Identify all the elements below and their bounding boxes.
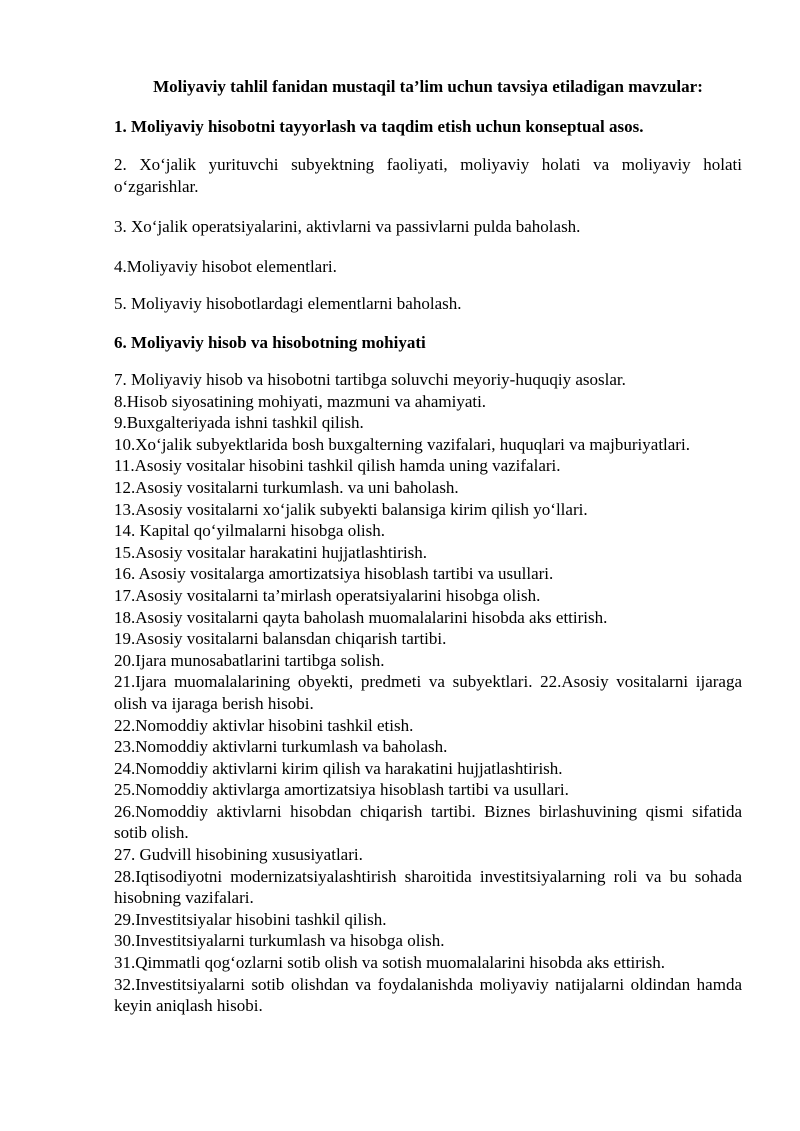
list-item: 26.Nomoddiy aktivlarni hisobdan chiqarish tartibi. Biznes birlashuvining qismi sifatida sotib olish.	[114, 801, 742, 843]
list-item: 30.Investitsiyalarni turkumlash va hisobga olish.	[114, 931, 445, 951]
list-item: 14. Kapital qo‘yilmalarni hisobga olish.	[114, 521, 386, 541]
list-item: 27. Gudvill hisobining xususiyatlari.	[114, 845, 363, 865]
topic-list	[114, 369, 742, 1017]
list-item: 10.Xo‘jalik subyektlarida bosh buxgalterning vazifalari, huquqlari va majburiyatlari.	[114, 434, 690, 454]
list-item: 16. Asosiy vositalarga amortizatsiya hisoblash tartibi va usullari.	[114, 564, 554, 584]
list-item: 22.Nomoddiy aktivlar hisobini tashkil etish.	[114, 715, 414, 735]
list-item: 7. Moliyaviy hisob va hisobotni tartibga soluvchi meyoriy-huquqiy asoslar.	[114, 370, 626, 389]
list-item: 18.Asosiy vositalarni qayta baholash muomalalarini hisobda aks ettirish.	[114, 607, 608, 627]
list-item: 23.Nomoddiy aktivlarni turkumlash va baholash.	[114, 737, 448, 757]
list-item: 17.Asosiy vositalarni ta’mirlash operatsiyalarini hisobga olish.	[114, 585, 541, 605]
list-item: 13.Asosiy vositalarni xo‘jalik subyekti balansiga kirim qilish yo‘llari.	[114, 499, 588, 519]
topic-item-2: 2. Xo‘jalik yurituvchi subyektning faoliyati, moliyaviy holati va moliyaviy holati o‘zgarishlar.	[114, 155, 742, 196]
list-item: 20.Ijara munosabatlarini tartibga solish.	[114, 650, 385, 670]
topic-item-5: 5. Moliyaviy hisobotlardagi elementlarni baholash.	[114, 294, 462, 313]
list-item: 31.Qimmatli qog‘ozlarni sotib olish va sotish muomalalarini hisobda aks ettirish.	[114, 953, 666, 973]
document-title: Moliyaviy tahlil fanidan mustaqil ta’lim uchun tavsiya etiladigan mavzular:	[153, 77, 703, 96]
list-item: 29.Investitsiyalar hisobini tashkil qilish.	[114, 909, 387, 929]
topic-item-3: 3. Xo‘jalik operatsiyalarini, aktivlarni va passivlarni pulda baholash.	[114, 217, 581, 236]
list-item: 21.Ijara muomalalarining obyekti, predmeti va subyektlari. 22.Asosiy vositalarni ijaraga olish va ijaraga berish hisobi.	[114, 672, 742, 713]
list-item: 25.Nomoddiy aktivlarga amortizatsiya hisoblash tartibi va usullari.	[114, 780, 569, 800]
list-item: 19.Asosiy vositalarni balansdan chiqarish tartibi.	[114, 629, 447, 649]
topic-item-1: 1. Moliyaviy hisobotni tayyorlash va taqdim etish uchun konseptual asos.	[114, 117, 644, 136]
list-item: 28.Iqtisodiyotni modernizatsiyalashtirish sharoitida investitsiyalarning roli va bu sohada hisobning vazifalari.	[114, 866, 742, 908]
topic-item-4: 4.Moliyaviy hisobot elementlari.	[114, 257, 337, 276]
list-item: 9.Buxgalteriyada ishni tashkil qilish.	[114, 413, 364, 433]
list-item: 15.Asosiy vositalar harakatini hujjatlashtirish.	[114, 542, 428, 562]
list-item: 8.Hisob siyosatining mohiyati, mazmuni va ahamiyati.	[114, 391, 487, 411]
list-item: 12.Asosiy vositalarni turkumlash. va uni baholash.	[114, 477, 459, 497]
list-item: 11.Asosiy vositalar hisobini tashkil qilish hamda uning vazifalari.	[114, 456, 561, 476]
list-item: 24.Nomoddiy aktivlarni kirim qilish va harakatini hujjatlashtirish.	[114, 758, 563, 778]
topic-item-6: 6. Moliyaviy hisob va hisobotning mohiyati	[114, 333, 426, 352]
list-item: 32.Investitsiyalarni sotib olishdan va foydalanishda moliyaviy natijalarni oldindan hamda keyin aniqlash hisobi.	[114, 974, 742, 1016]
